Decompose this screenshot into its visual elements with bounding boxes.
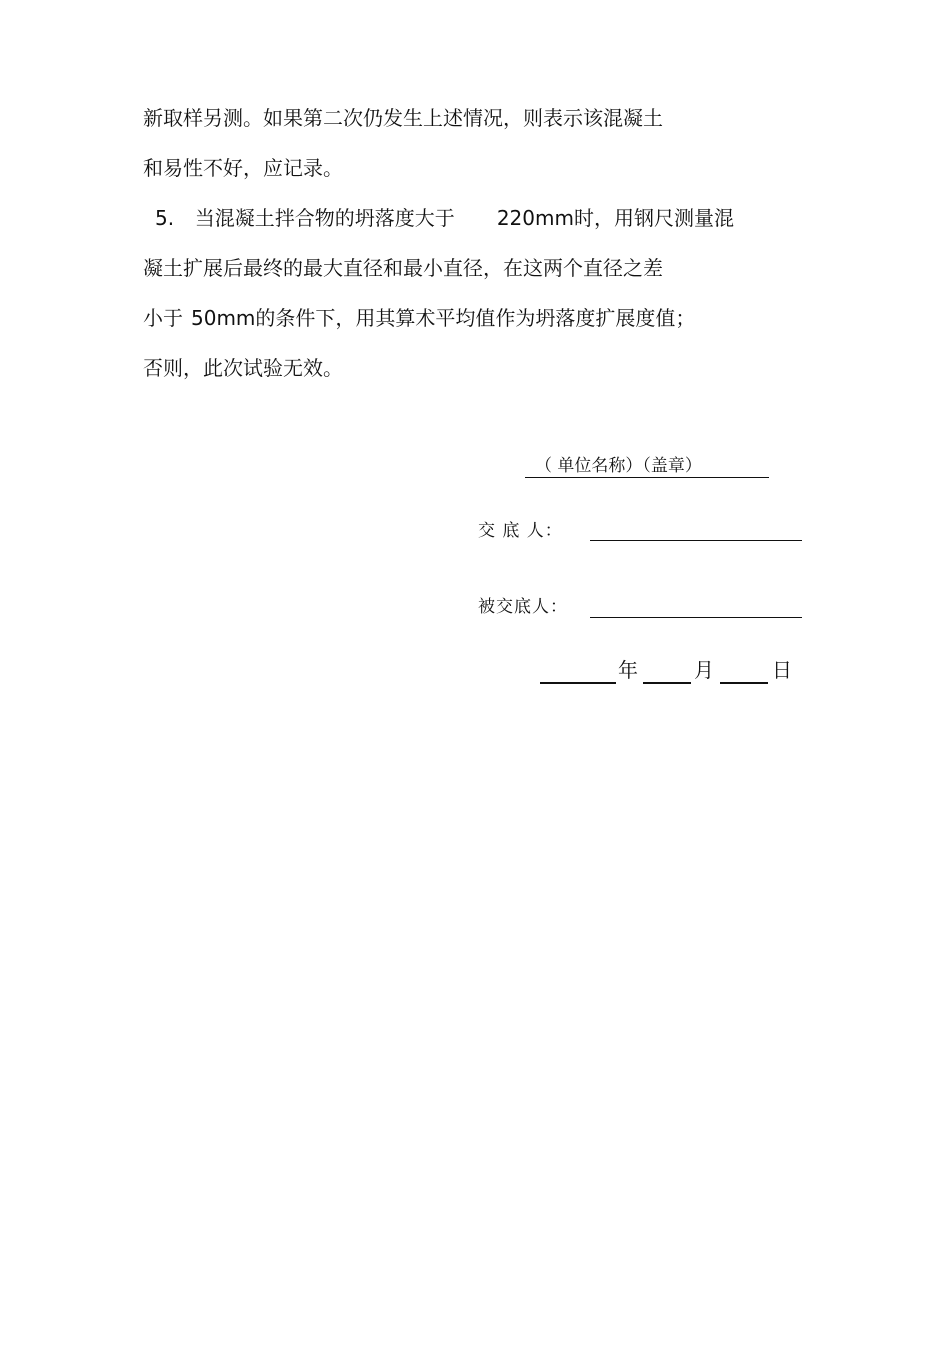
text-line-4: 凝土扩展后最终的最大直径和最小直径，在这两个直径之差: [143, 256, 663, 280]
handover-person-label: 交 底 人：: [478, 521, 563, 541]
text-line-2: 和易性不好，应记录。: [143, 156, 343, 180]
year-label: 年: [618, 658, 638, 682]
year-field[interactable]: [540, 682, 616, 684]
receiver-person-field[interactable]: [590, 617, 802, 618]
text-line-5: [143, 306, 695, 330]
text-line-3-a: 当混凝土拌合物的坍落度大于: [194, 206, 455, 230]
unit-name-seal: （ 单位名称）（盖章）: [525, 455, 769, 478]
item-number: 5.: [155, 206, 175, 230]
day-field[interactable]: [720, 682, 768, 684]
text-line-3: [155, 206, 734, 230]
text-line-6: 否则，此次试验无效。: [143, 356, 343, 380]
day-label: 日: [772, 658, 792, 682]
receiver-person-label: 被交底人：: [478, 597, 568, 617]
text-line-3-b: 220mm时，用钢尺测量混: [496, 206, 734, 230]
text-line-5-a: 小于: [143, 306, 183, 330]
text-line-1: 新取样另测。如果第二次仍发生上述情况，则表示该混凝土: [143, 106, 663, 130]
text-line-5-b: 50mm的条件下，用其算术平均值作为坍落度扩展度值；: [191, 306, 696, 330]
month-label: 月: [694, 658, 714, 682]
handover-person-field[interactable]: [590, 540, 802, 541]
month-field[interactable]: [643, 682, 691, 684]
